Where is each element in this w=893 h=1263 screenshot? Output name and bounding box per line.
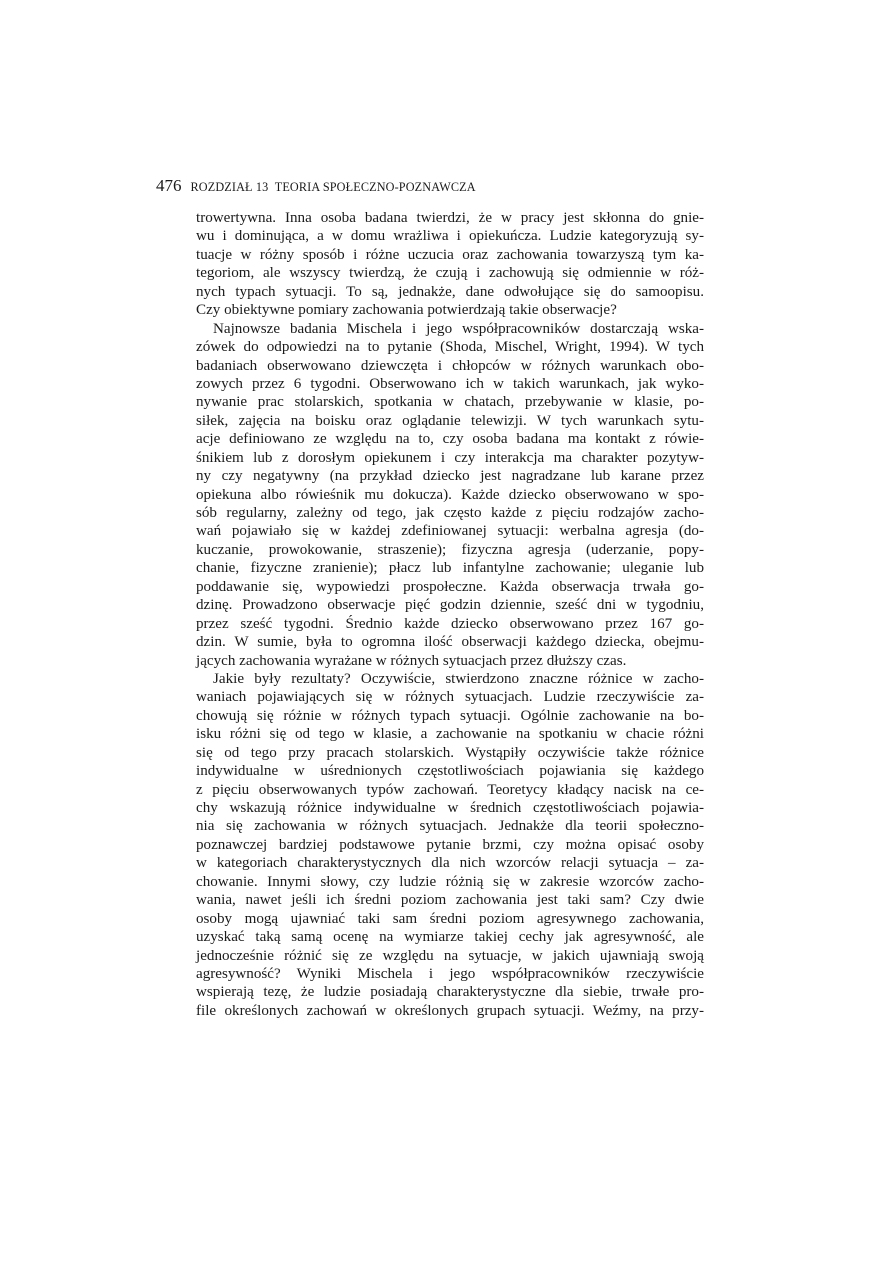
text-line: chowują się różnie w różnych typach sytuacji. Ogólnie zachowanie na bo- — [196, 707, 704, 724]
text-line: trowertywna. Inna osoba badana twierdzi, że w pracy jest skłonna do gnie- — [196, 210, 704, 226]
text-line: dzinę. Prowadzono obserwacje pięć godzin dziennie, sześć dni w tygodniu, — [196, 597, 704, 614]
text-line: przez sześć tygodni. Średnio każde dziecko obserwowano przez 167 go- — [196, 615, 704, 632]
text-line: wu i dominująca, a w domu wrażliwa i opiekuńcza. Ludzie kategoryzują sy- — [196, 228, 704, 245]
running-head — [156, 176, 716, 197]
text-line: badaniach obserwowano dziewczęta i chłopców w różnych warunkach obo- — [196, 357, 704, 374]
page-number: 476 — [156, 176, 182, 195]
text-line: tegoriom, ale wszyscy twierdzą, że czują i zachowują się odmiennie w róż- — [196, 265, 704, 282]
body-text — [196, 209, 704, 1020]
text-line: nych typach sytuacji. To są, jednakże, dane odwołujące się do samoopisu. — [196, 283, 704, 300]
text-line: acje definiowano ze względu na to, czy osoba badana ma kontakt z rówie- — [196, 431, 704, 448]
text-line: poznawczej bardziej podstawowe pytanie brzmi, czy można opisać osoby — [196, 836, 704, 853]
text-line: sób regularny, zależny od tego, jak często każde z pięciu rodzajów zacho- — [196, 505, 704, 521]
chapter-title: TEORIA SPOŁECZNO-POZNAWCZA — [274, 180, 476, 194]
text-line: zowych przez 6 tygodni. Obserwowano ich w takich warunkach, jak wyko- — [196, 375, 704, 392]
text-line: jednocześnie różnić się ze względu na sytuacje, w jakich ujawniają swoją — [196, 947, 704, 964]
text-line: kuczanie, prowokowanie, straszenie); fizyczna agresja (uderzanie, popy- — [196, 541, 704, 558]
paragraph-start-line: Najnowsze badania Mischela i jego współpracowników dostarczają wska- — [213, 320, 704, 337]
text-line: indywidualne w uśrednionych częstotliwościach pojawiania się każdego — [196, 763, 704, 780]
text-line: agresywność? Wyniki Mischela i jego współpracowników rzeczywiście — [196, 965, 704, 982]
text-line: wspierają tezę, że ludzie posiadają charakterystyczne dla siebie, trwałe pro- — [196, 984, 704, 1001]
text-line: isku różni się od tego w klasie, a zachowanie na spotkaniu w chacie różni — [196, 726, 704, 743]
text-line: opiekuna albo rówieśnik mu dokucza). Każde dziecko obserwowano w spo- — [196, 486, 704, 503]
text-line: nia się zachowania w różnych sytuacjach. Jednakże dla teorii społeczno- — [196, 818, 704, 835]
text-line: wania, nawet jeśli ich średni poziom zachowania jest taki sam? Czy dwie — [196, 892, 704, 909]
text-line: zówek do odpowiedzi na to pytanie (Shoda, Mischel, Wright, 1994). W tych — [196, 339, 704, 356]
text-line: jących zachowania wyrażane w różnych sytuacjach przez dłuższy czas. — [196, 652, 627, 669]
text-line: się od tego przy pracach stolarskich. Wystąpiły oczywiście także różnice — [196, 744, 704, 761]
text-line: siłek, zajęcia na boisku oraz oglądanie telewizji. W tych warunkach sytu- — [196, 412, 704, 429]
text-line: Czy obiektywne pomiary zachowania potwierdzają takie obserwacje? — [196, 302, 617, 319]
text-line: nywanie prac stolarskich, spotkania w chatach, przebywanie w klasie, po- — [196, 394, 704, 411]
text-line: chy wskazują różnice indywidualne w średnich częstotliwościach pojawia- — [196, 800, 704, 816]
text-line: z pięciu obserwowanych typów zachowań. Teoretycy kładący nacisk na ce- — [196, 781, 704, 798]
text-line: osoby mogą ujawniać taki sam średni poziom agresywnego zachowania, — [196, 910, 704, 927]
text-line: dzin. W sumie, była to ogromna ilość obserwacji każdego dziecka, obejmu- — [196, 634, 704, 651]
paragraph-start-line: Jakie były rezultaty? Oczywiście, stwierdzono znaczne różnice w zacho- — [213, 670, 704, 687]
text-line: chanie, fizyczne zranienie); płacz lub infantylne zachowanie; uleganie lub — [196, 560, 704, 577]
text-line: śnikiem lub z dorosłym opiekunem i czy interakcja ma charakter pozytyw- — [196, 449, 704, 466]
text-line: w kategoriach charakterystycznych dla nich wzorców relacji sytuacja – za- — [196, 855, 704, 872]
text-line: poddawanie się, wypowiedzi prospołeczne. Każda obserwacja trwała go- — [196, 578, 704, 595]
text-line: wań pojawiało się w każdej zdefiniowanej sytuacji: werbalna agresja (do- — [196, 523, 704, 540]
text-line: chowanie. Innymi słowy, czy ludzie różnią się w zakresie wzorców zacho- — [196, 873, 704, 890]
chapter-number: ROZDZIAŁ 13 — [190, 180, 269, 194]
text-line: uzyskać taką samą ocenę na wymiarze takiej cechy jak agresywność, ale — [196, 929, 704, 946]
text-line: file określonych zachowań w określonych grupach sytuacji. Weźmy, na przy- — [196, 1002, 704, 1019]
text-line: waniach pojawiających się w różnych sytuacjach. Ludzie rzeczywiście za- — [196, 689, 704, 706]
text-line: tuacje w różny sposób i różne uczucia oraz zachowania towarzyszą tym ka- — [196, 246, 704, 263]
text-line: ny czy negatywny (na przykład dziecko jest nagradzane lub karane przez — [196, 468, 704, 485]
